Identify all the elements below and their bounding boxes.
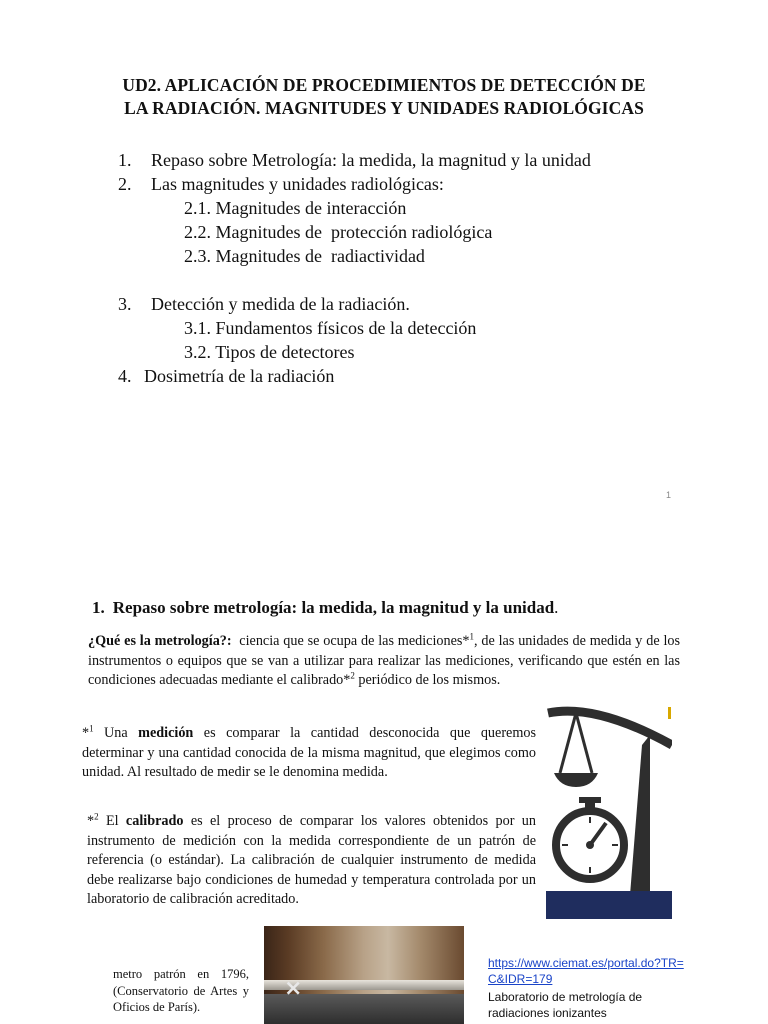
navy-base-band [546, 891, 672, 919]
metrology-text-2: , de las unidades de medida y de los instrumentos o equipos que se van a utilizar para realizar las mediciones, verificando que estén en las condiciones adecuadas mediante el calibrado* [88, 633, 681, 688]
toc-number: 2.2. [184, 222, 211, 242]
toc-number: 2.3. [184, 246, 211, 266]
toc-item-1 [118, 148, 591, 172]
toc-item-2 [118, 172, 444, 196]
toc-item-3 [118, 292, 410, 316]
toc-text: Detección y medida de la radiación. [151, 294, 410, 314]
footnote-number: 2 [94, 811, 99, 822]
toc-number: 1. [118, 150, 132, 170]
metrology-text-1: ciencia que se ocupa de las mediciones* [231, 633, 470, 649]
toc-number: 2. [118, 174, 132, 194]
footnote-number: 1 [89, 723, 94, 734]
toc-item-4 [118, 364, 334, 388]
balance-scale-icon [546, 705, 672, 919]
toc-number: 3. [118, 294, 132, 314]
document-title [0, 74, 768, 120]
ciemat-link[interactable]: https://www.ciemat.es/portal.do?TR=C&IDR=179 [488, 956, 684, 986]
footnote-marker: * [87, 813, 95, 829]
metrology-question: ¿Qué es la metrología?: [88, 633, 232, 649]
toc-text: Dosimetría de la radiación [144, 366, 335, 386]
title-line-1: UD2. APLICACIÓN DE PROCEDIMIENTOS DE DETECCIÓN DE [122, 75, 646, 95]
toc-text: Las magnitudes y unidades radiológicas: [151, 174, 444, 194]
toc-text: Magnitudes de interacción [215, 198, 407, 218]
toc-item-3-1 [184, 316, 476, 340]
page-number: 1 [666, 490, 672, 500]
footnote-ref-2: 2 [350, 670, 355, 681]
link-caption: Laboratorio de metrología de radiaciones ionizantes [488, 990, 643, 1020]
title-line-2: LA RADIACIÓN. MAGNITUDES Y UNIDADES RADIOLÓGICAS [124, 98, 644, 118]
footnote-text: es el proceso de comparar los valores obtenidos por un instrumento de medición con la medida correspondiente de un patrón de referencia (o estándar). La calibración de cualquier instrumento de medida debe realizarse bajo condiciones de humedad y temperatura controlada por un laboratorio de calibración acreditado. [87, 813, 536, 907]
metro-patron-photo [264, 926, 464, 1024]
toc-text: Magnitudes de radiactividad [215, 246, 425, 266]
toc-text: Fundamentos físicos de la detección [215, 318, 477, 338]
section-title-period: . [554, 598, 559, 617]
toc-text: Repaso sobre Metrología: la medida, la magnitud y la unidad [151, 150, 591, 170]
toc-text: Tipos de detectores [215, 342, 355, 362]
x-mark-icon: ⨯ [284, 976, 303, 1001]
footnote-text-pre: El [98, 813, 126, 829]
footnote-text-pre: Una [93, 725, 139, 741]
metrology-definition [88, 632, 680, 691]
toc-number: 2.1. [184, 198, 211, 218]
metro-caption: metro patrón en 1796, (Conservatorio de Artes y Oficios de París). [113, 967, 249, 1014]
toc-number: 3.2. [184, 342, 211, 362]
toc-item-3-2 [184, 340, 355, 364]
footnote-medicion [82, 724, 536, 783]
term-calibrado: calibrado [125, 813, 184, 829]
toc-number: 4. [118, 366, 132, 386]
toc-text: Magnitudes de protección radiológica [215, 222, 493, 242]
toc-item-2-2 [184, 220, 492, 244]
toc-item-2-3 [184, 244, 425, 268]
metrology-text-3: periódico de los mismos. [354, 672, 501, 688]
section-title: Repaso sobre metrología: la medida, la magnitud y la unidad [112, 598, 555, 617]
footnote-calibrado [87, 812, 536, 910]
slide-2 [0, 560, 768, 1024]
footnote-marker: * [82, 725, 90, 741]
footnote-ref-1: 1 [469, 631, 475, 642]
toc-item-2-1 [184, 196, 406, 220]
scale-stopwatch-image [546, 705, 672, 919]
term-medicion: medición [138, 725, 194, 741]
toc-number: 3.1. [184, 318, 211, 338]
section-number: 1. [92, 598, 105, 617]
footnote-text: es comparar la cantidad desconocida que queremos determinar y una cantidad conocida de la misma magnitud, que elegimos como unidad. Al resultado de medir se le denomina medida. [82, 725, 536, 780]
section-heading [92, 598, 558, 618]
